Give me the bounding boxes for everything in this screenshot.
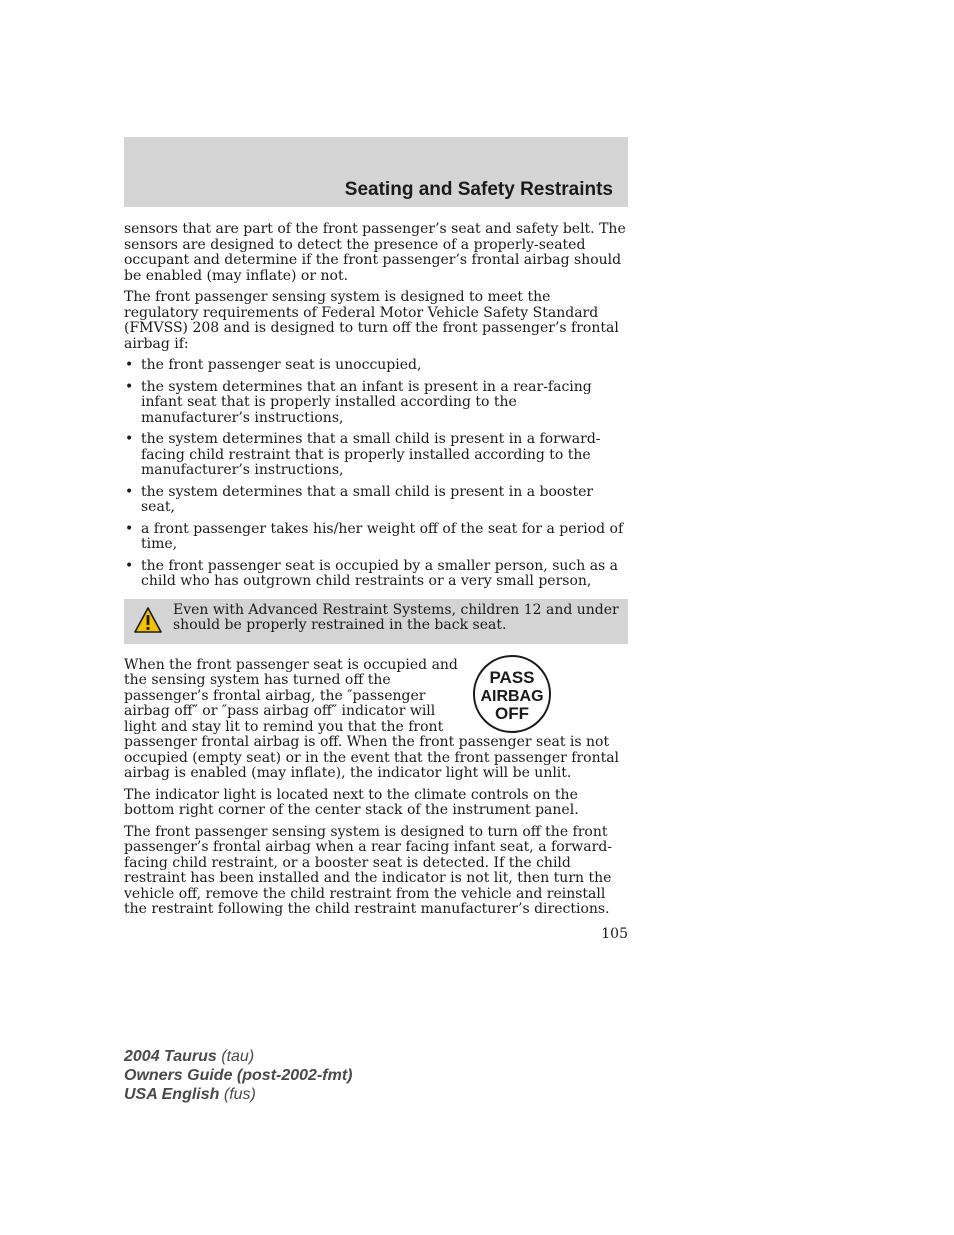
bullet-dot: • bbox=[125, 378, 134, 395]
list-item bbox=[124, 432, 628, 479]
list-item-text: the system determines that an infant is present in a rear-facing infant seat that is properly installed according to the manufacturer’s instructions, bbox=[141, 378, 592, 426]
paragraph-indicator-location: The indicator light is located next to the climate controls on the bottom right corner of the center stack of the instrument panel. bbox=[124, 786, 579, 818]
bullet-dot: • bbox=[125, 520, 134, 537]
indicator-line-pass: PASS bbox=[489, 667, 535, 687]
airbag-off-conditions-list bbox=[124, 358, 628, 590]
warning-box bbox=[124, 599, 628, 644]
list-item bbox=[124, 559, 628, 590]
page-content bbox=[124, 222, 628, 924]
footer-language-code: (fus) bbox=[223, 1086, 256, 1103]
footer-line-language bbox=[124, 1085, 352, 1104]
document-footer bbox=[124, 1047, 352, 1104]
warning-text: Even with Advanced Restraint Systems, children 12 and under should be properly restrained in the back seat. bbox=[173, 601, 619, 633]
footer-language: USA English bbox=[124, 1086, 220, 1103]
list-item bbox=[124, 380, 628, 427]
list-item-text: the system determines that a small child is present in a forward-facing child restraint that is properly installed according to the manufacturer’s instructions, bbox=[141, 431, 601, 478]
bullet-dot: • bbox=[125, 483, 134, 500]
paragraph-fmvss: The front passenger sensing system is designed to meet the regulatory requirements of Federal Motor Vehicle Safety Standard (FMVSS) 208 and is designed to turn off the front passenger’s frontal airbag if: bbox=[124, 289, 619, 352]
footer-line-model bbox=[124, 1047, 352, 1066]
bullet-dot: • bbox=[125, 557, 134, 574]
section-title: Seating and Safety Restraints bbox=[344, 179, 613, 200]
list-item-text: the front passenger seat is unoccupied, bbox=[141, 357, 422, 373]
footer-model-code: (tau) bbox=[221, 1048, 255, 1065]
page-number: 105 bbox=[601, 926, 628, 942]
footer-line-guide bbox=[124, 1066, 352, 1085]
list-item bbox=[124, 358, 628, 374]
list-item bbox=[124, 522, 628, 553]
bullet-dot: • bbox=[125, 431, 134, 447]
list-item-text: a front passenger takes his/her weight off of the seat for a period of time, bbox=[141, 520, 624, 552]
indicator-section bbox=[124, 658, 628, 782]
indicator-line-off: OFF bbox=[495, 703, 529, 723]
warning-triangle-icon bbox=[133, 606, 163, 634]
bullet-dot: • bbox=[125, 357, 134, 373]
list-item-text: the system determines that a small child is present in a booster seat, bbox=[141, 483, 594, 515]
list-item bbox=[124, 485, 628, 516]
footer-model: 2004 Taurus bbox=[124, 1048, 217, 1065]
list-item-text: the front passenger seat is occupied by a smaller person, such as a child who has outgrown child restraints or a very small person, bbox=[141, 557, 619, 589]
pass-airbag-off-icon bbox=[472, 654, 552, 734]
indicator-line-airbag: AIRBAG bbox=[480, 687, 544, 705]
paragraph-sensors: sensors that are part of the front passenger’s seat and safety belt. The sensors are designed to detect the presence of a properly-seated occupant and determine if the front passenger’s frontal airbag should be enabled (may inflate) or not. bbox=[124, 221, 626, 284]
paragraph-indicator-light: When the front passenger seat is occupied and the sensing system has turned off the passenger’s frontal airbag, the ″passenger airbag off″ or ″pass airbag off″ indicator will light and stay lit to remind you that the front passenger frontal airbag is off. When the front passenger seat is not occupied (empty seat) or in the event that the front passenger frontal airbag is enabled (may inflate), the indicator light will be unlit. bbox=[124, 656, 620, 781]
footer-guide: Owners Guide (post-2002-fmt) bbox=[124, 1067, 353, 1084]
paragraph-child-restraint: The front passenger sensing system is designed to turn off the front passenger’s frontal airbag when a rear facing infant seat, a forward-facing child restraint, or a booster seat is detected. If the child restraint has been installed and the indicator is not lit, then turn the vehicle off, remove the child restraint from the vehicle and reinstall the restraint following the child restraint manufacturer’s directions. bbox=[124, 823, 613, 917]
section-header-band bbox=[124, 137, 628, 207]
